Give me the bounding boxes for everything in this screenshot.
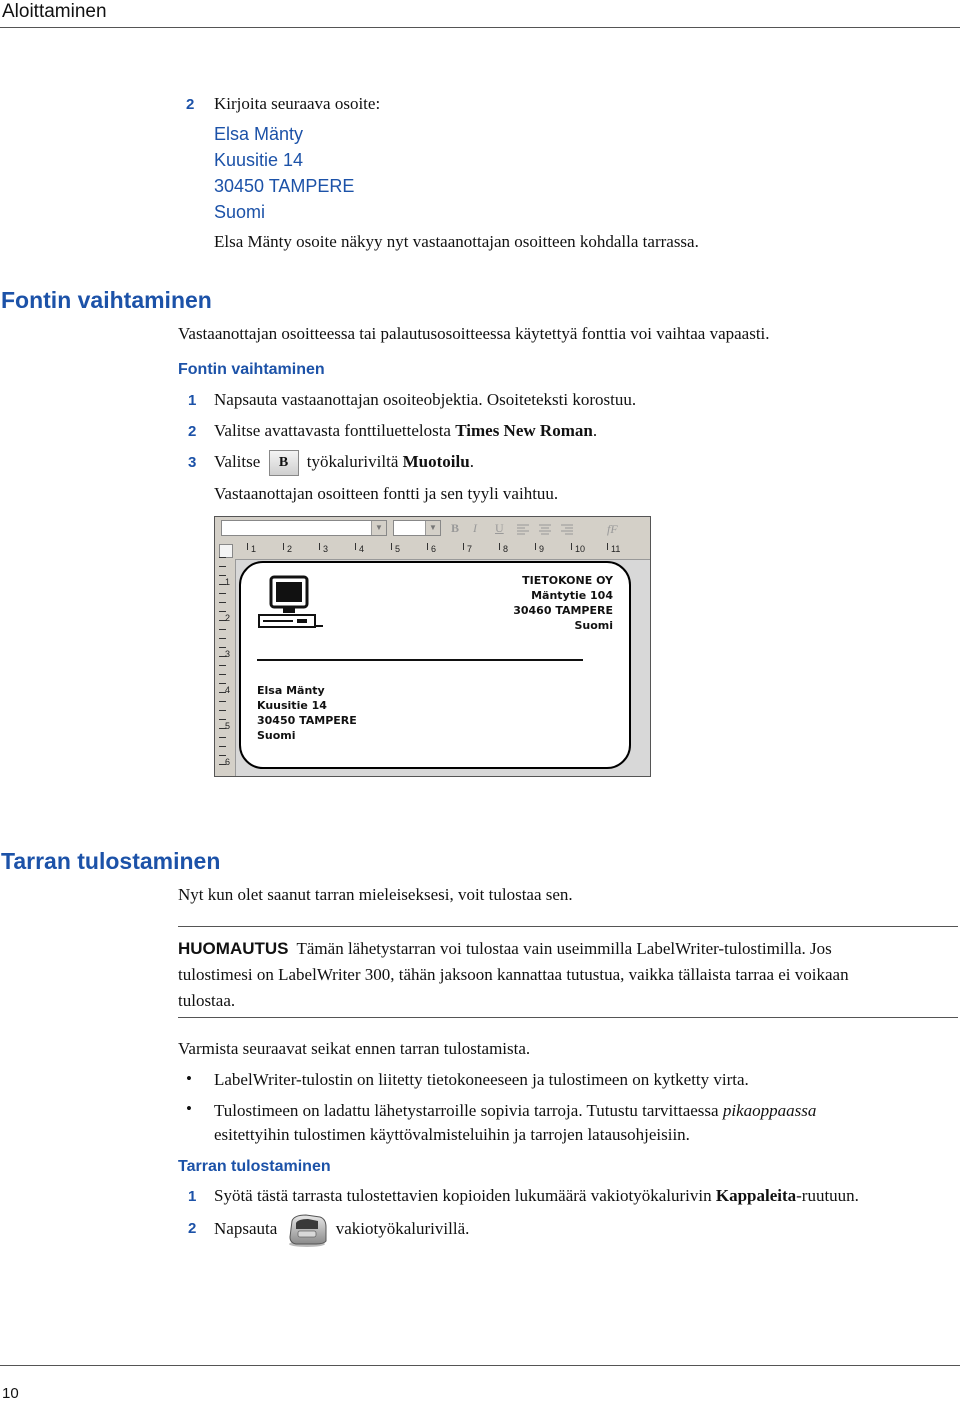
print-subhead: Tarran tulostaminen — [178, 1158, 331, 1175]
bullet-item — [214, 1099, 816, 1147]
step-number: 2 — [186, 96, 195, 113]
return-address-line: TIETOKONE OY — [522, 574, 613, 587]
font-subhead: Fontin vaihtaminen — [178, 361, 325, 378]
recipient-address — [257, 683, 357, 743]
ruler-tick — [535, 543, 536, 550]
ruler-tick — [499, 543, 500, 550]
ruler-tick — [355, 543, 356, 550]
ruler-number: 1 — [251, 544, 257, 554]
step-number: 1 — [188, 392, 197, 409]
align-icons — [515, 522, 605, 536]
ruler-tick — [219, 557, 226, 558]
font-result: Vastaanottajan osoitteen fontti ja sen tyyli vaihtuu. — [214, 484, 559, 503]
ruler-number: 8 — [503, 544, 509, 554]
print-step1 — [214, 1186, 859, 1206]
return-address — [513, 573, 613, 633]
step-number: 3 — [188, 454, 197, 471]
font-style-icon — [605, 521, 625, 537]
ruler-tick — [219, 674, 226, 675]
ruler-tick — [319, 543, 320, 550]
ruler-number: 5 — [395, 544, 401, 554]
italic-icon: I — [473, 521, 477, 535]
ruler-number: 11 — [611, 544, 621, 554]
ruler-number: 3 — [323, 544, 329, 554]
font-step2-text: Valitse avattavasta fonttiluettelosta — [214, 421, 456, 440]
font-step3-mid: työkaluriviltä — [306, 452, 403, 471]
ruler-tick — [219, 647, 226, 648]
ruler-tick — [427, 543, 428, 550]
step-number: 1 — [188, 1188, 197, 1205]
font-step3 — [214, 448, 474, 476]
print-step2-end: vakiotyökalurivillä. — [335, 1219, 470, 1238]
label-divider — [257, 659, 583, 661]
font-step2 — [214, 421, 597, 441]
bullet-item: LabelWriter-tulostin on liitetty tietokoneeseen ja tulostimeen on kytketty virta. — [214, 1070, 749, 1089]
address-line: Kuusitie 14 — [214, 150, 304, 170]
note-line — [178, 936, 958, 962]
bullet-icon: • — [186, 1069, 192, 1088]
address-line: 30450 TAMPERE — [214, 176, 355, 196]
ruler-number: 10 — [575, 544, 586, 554]
vertical-ruler — [215, 559, 236, 777]
page-number: 10 — [2, 1385, 19, 1402]
ruler-number: 4 — [225, 685, 231, 695]
font-step3-end: . — [469, 452, 474, 471]
format-toolbar-name: Muotoilu — [402, 452, 470, 471]
ruler-number: 1 — [225, 577, 231, 587]
ruler-tick — [219, 746, 226, 747]
chevron-down-icon: ▼ — [425, 521, 440, 535]
print-step1-text: Syötä tästä tarrasta tulostettavien kopioiden lukumäärä vakiotyökalurivin — [214, 1186, 716, 1205]
bold-icon: B — [451, 521, 460, 535]
ruler-tick — [219, 755, 226, 756]
step-result: Elsa Mänty osoite näkyy nyt vastaanottajan osoitteen kohdalla tarrassa. — [214, 232, 699, 251]
underline-icon: U — [495, 521, 504, 535]
font-step1: Napsauta vastaanottajan osoiteobjektia. Osoiteteksti korostuu. — [214, 390, 637, 409]
font-step3-text: Valitse — [214, 452, 261, 471]
recipient-address-line: 30450 TAMPERE — [257, 714, 357, 727]
print-step2 — [214, 1211, 469, 1247]
svg-text:fF: fF — [607, 522, 618, 536]
ruler-tick — [219, 566, 226, 567]
print-step1-end: -ruutuun. — [796, 1186, 859, 1205]
ruler-number: 6 — [225, 757, 231, 767]
note-line: tulostaa. — [178, 991, 236, 1010]
ruler-tick — [219, 629, 226, 630]
shipping-label — [239, 561, 631, 769]
recipient-address-line: Kuusitie 14 — [257, 699, 327, 712]
return-address-line: 30460 TAMPERE — [513, 604, 613, 617]
print-step2-text: Napsauta — [214, 1219, 278, 1238]
ruler-tick — [219, 602, 226, 603]
ruler-tick — [219, 575, 226, 576]
ruler-tick — [219, 710, 226, 711]
ruler-tick — [571, 543, 572, 550]
address-line: Elsa Mänty — [214, 124, 304, 144]
quick-guide-ref: pikaoppaassa — [722, 1101, 817, 1120]
copies-field-name: Kappaleita — [715, 1186, 797, 1205]
note-bottom-rule — [178, 1017, 958, 1018]
page-header-title: Aloittaminen — [2, 1, 107, 22]
ruler-number: 5 — [225, 721, 231, 731]
ruler-corner — [219, 544, 233, 558]
return-address-line: Mäntytie 104 — [531, 589, 613, 602]
bullet-text: Tulostimeen on ladattu lähetystarroille sopivia tarroja. Tutustu tarvittaessa — [214, 1101, 723, 1120]
computer-logo-icon — [257, 575, 329, 647]
header-rule — [0, 27, 960, 28]
ruler-tick — [219, 665, 226, 666]
section-heading-font: Fontin vaihtaminen — [1, 287, 212, 313]
note-line: tulostimesi on LabelWriter 300, tähän jaksoon kannattaa tutustua, vaikka tällaista tarraa ei voikaan — [178, 965, 849, 984]
address-example — [214, 121, 354, 225]
printer-icon — [286, 1213, 328, 1247]
ruler-tick — [283, 543, 284, 550]
ruler-tick — [607, 543, 608, 550]
ruler-tick — [219, 683, 226, 684]
bullet-line — [214, 1099, 816, 1123]
recipient-address-line: Suomi — [257, 729, 296, 742]
ruler-tick — [219, 593, 226, 594]
ruler-number: 4 — [359, 544, 365, 554]
horizontal-ruler — [215, 541, 650, 560]
ruler-number: 6 — [431, 544, 437, 554]
font-size-combo — [393, 520, 441, 536]
label-editor-screenshot — [214, 516, 651, 777]
section-heading-print: Tarran tulostaminen — [1, 848, 221, 874]
ruler-tick — [391, 543, 392, 550]
ruler-tick — [219, 737, 226, 738]
address-line: Suomi — [214, 202, 266, 222]
ruler-number: 7 — [467, 544, 473, 554]
format-toolbar — [215, 517, 650, 542]
ruler-tick — [219, 638, 226, 639]
return-address-line: Suomi — [574, 619, 613, 632]
ruler-tick — [219, 719, 226, 720]
chevron-down-icon: ▼ — [371, 521, 386, 535]
step-number: 2 — [188, 423, 197, 440]
bullet-line: esitettyihin tulostimen käyttövalmisteluihin ja tarrojen latausohjeisiin. — [214, 1125, 690, 1144]
recipient-address-line: Elsa Mänty — [257, 684, 325, 697]
print-intro: Nyt kun olet saanut tarran mieleiseksesi, voit tulostaa sen. — [178, 885, 573, 904]
ruler-tick — [219, 701, 226, 702]
ruler-tick — [247, 543, 248, 550]
ruler-number: 2 — [287, 544, 293, 554]
bullet-icon: • — [186, 1099, 192, 1118]
note-top-rule — [178, 926, 958, 927]
font-intro: Vastaanottajan osoitteessa tai palautusosoitteessa käytettyä fonttia voi vaihtaa vapaasti. — [178, 324, 770, 343]
note-text: Tämän lähetystarran voi tulostaa vain useimmilla LabelWriter-tulostimilla. Jos — [296, 939, 832, 958]
font-name-combo — [221, 520, 387, 536]
footer-rule — [0, 1365, 960, 1366]
ruler-number: 9 — [539, 544, 545, 554]
printer-icon-graphic — [286, 1213, 328, 1247]
ruler-tick — [463, 543, 464, 550]
ruler-number: 2 — [225, 613, 231, 623]
ruler-number: 3 — [225, 649, 231, 659]
font-name-times: Times New Roman — [455, 421, 593, 440]
step-number: 2 — [188, 1220, 197, 1237]
bold-button-icon: B — [269, 450, 299, 476]
step-text: Kirjoita seuraava osoite: — [214, 94, 381, 113]
ruler-tick — [219, 611, 226, 612]
font-step2-end: . — [592, 421, 598, 440]
note-label: HUOMAUTUS — [178, 939, 289, 958]
check-intro: Varmista seuraavat seikat ennen tarran tulostamista. — [178, 1039, 531, 1058]
note-block — [178, 936, 958, 1014]
